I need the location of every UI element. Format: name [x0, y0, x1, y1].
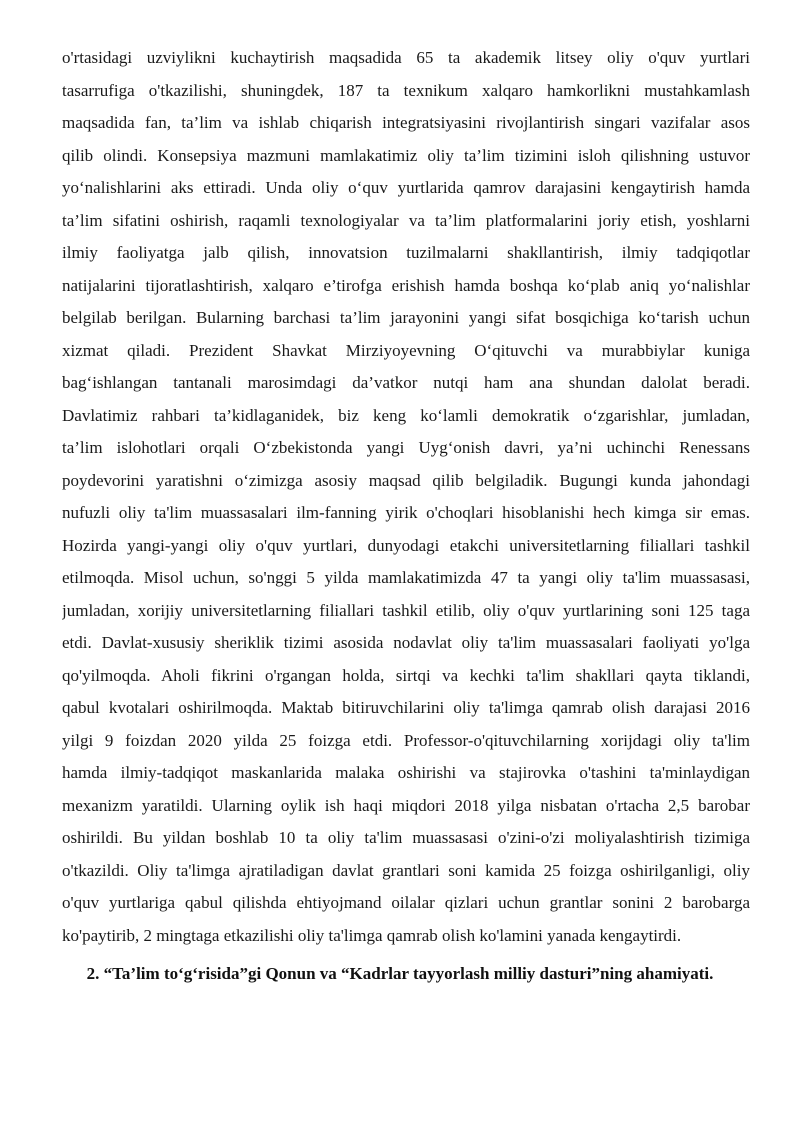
text-line: oshirildi. Bu yildan boshlab 10 ta oliy ta'lim muassasasi o'zini-o'zi moliyalashtirish tizimiga: [62, 828, 750, 847]
text-line: ta’lim sifatini oshirish, raqamli texnologiyalar va ta’lim platformalarini joriy etish, yoshlarni: [62, 210, 750, 230]
text-line: poydevorini yaratishni o‘zimizga asosiy maqsad qilib belgiladik. Bugungi kunda jahondagi: [62, 470, 750, 490]
text-line: Davlatimiz rahbari ta’kidlaganidek, biz keng ko‘lamli demokratik o‘zgarishlar, jumladan,: [62, 405, 750, 425]
text-line: mexanizm yaratildi. Ularning oylik ish haqi miqdori 2018 yilga nisbatan o'rtacha 2,5 barobar: [62, 795, 750, 815]
text-line: etdi. Davlat-xususiy sheriklik tizimi asosida nodavlat oliy ta'lim muassasalari faoliyati yo'lga: [62, 633, 750, 652]
text-line: Hozirda yangi-yangi oliy o'quv yurtlari, dunyodagi etakchi universitetlarning filiallari tashkil: [62, 535, 750, 555]
text-line: ko'paytirib, 2 mingtaga etkazilishi oliy ta'limga qamrab olish ko'lamini yanada kengaytirdi.: [62, 925, 682, 945]
text-line: etilmoqda. Misol uchun, so'nggi 5 yilda mamlakatimizda 47 ta yangi oliy ta'lim muassasasi,: [62, 568, 750, 587]
section-heading: 2. “Ta’lim to‘g‘risida”gi Qonun va “Kadrlar tayyorlash milliy dasturi”ning ahamiyati.: [86, 964, 714, 983]
text-line: yo‘nalishlarini aks ettiradi. Unda oliy o‘quv yurtlarida qamrov darajasini kengaytirish hamda: [62, 178, 750, 197]
text-line: xizmat qiladi. Prezident Shavkat Mirziyoyevning O‘qituvchi va murabbiylar kuniga: [62, 340, 750, 360]
text-line: qilib olindi. Konsepsiya mazmuni mamlakatimiz oliy ta’lim tizimini isloh qilishning ustuvor: [62, 145, 750, 165]
text-line: hamda ilmiy-tadqiqot maskanlarida malaka oshirishi va stajirovka o'tashini ta'minlaydigan: [62, 763, 750, 782]
body-text: [62, 42, 750, 952]
text-line: ilmiy faoliyatga jalb qilish, innovatsion tuzilmalarni shakllantirish, ilmiy tadqiqotlar: [62, 243, 750, 262]
text-line: yilgi 9 foizdan 2020 yilda 25 foizga etdi. Professor-o'qituvchilarning xorijdagi oliy ta'lim: [62, 730, 750, 750]
text-line: nufuzli oliy ta'lim muassasalari ilm-fanning yirik o'choqlari hisoblanishi hech kimga sir emas.: [62, 503, 750, 522]
text-line: tasarrufiga o'tkazilishi, shuningdek, 187 ta texnikum xalqaro hamkorlikni mustahkamlash: [62, 80, 750, 100]
text-line: qabul kvotalari oshirilmoqda. Maktab bitiruvchilarini oliy ta'limga qamrab olish darajasi 2016: [62, 698, 750, 717]
text-line: maqsadida fan, ta’lim va ishlab chiqarish integratsiyasini rivojlantirish singari vazifalar asos: [62, 113, 750, 132]
text-line: bag‘ishlangan tantanali marosimdagi da’vatkor nutqi ham ana shundan dalolat beradi.: [62, 373, 750, 392]
text-line: o'rtasidagi uzviylikni kuchaytirish maqsadida 65 ta akademik litsey oliy o'quv yurtlari: [62, 48, 750, 67]
text-line: o'quv yurtlariga qabul qilishda ehtiyojmand oilalar qizlari uchun grantlar sonini 2 barobarga: [62, 893, 750, 912]
text-line: belgilab berilgan. Bularning barchasi ta’lim jarayonini yangi sifat bosqichiga ko‘tarish uchun: [62, 308, 750, 327]
text-line: ta’lim islohotlari orqali O‘zbekistonda yangi Uyg‘onish davri, ya’ni uchinchi Renessans: [62, 438, 750, 457]
text-line: jumladan, xorijiy universitetlarning filiallari tashkil etilib, oliy o'quv yurtlarining soni 125 taga: [62, 600, 750, 620]
text-line: qo'yilmoqda. Aholi fikrini o'rgangan holda, sirtqi va kechki ta'lim shakllari qayta tiklandi,: [62, 665, 750, 685]
text-line: o'tkazildi. Oliy ta'limga ajratiladigan davlat grantlari soni kamida 25 foizga oshirilganligi, oliy: [62, 860, 750, 880]
text-line: natijalarini tijoratlashtirish, xalqaro e’tirofga erishish hamda boshqa ko‘plab aniq yo‘nalishlar: [62, 275, 750, 295]
